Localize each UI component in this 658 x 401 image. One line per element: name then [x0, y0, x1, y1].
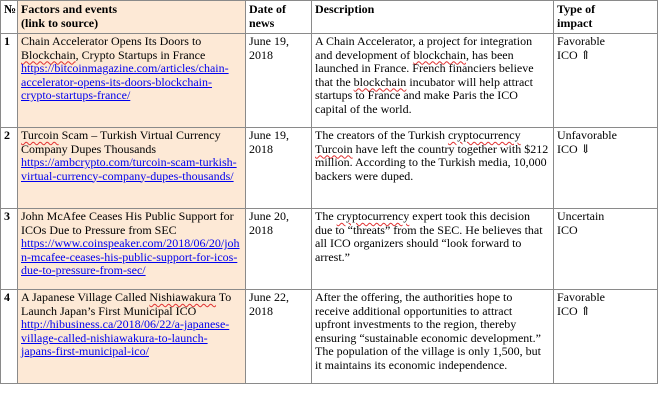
source-link[interactable]: https://bitcoinmagazine.com/articles/chain-accelerator-opens-its-doors-blockchain-crypto-startups-france/ [21, 61, 229, 102]
source-link[interactable]: https://ambcrypto.com/turcoin-scam-turkish-virtual-currency-company-dupes-thousands/ [21, 155, 237, 183]
date-cell: June 19, 2018 [246, 128, 312, 209]
date-cell: June 22, 2018 [246, 290, 312, 384]
factor-title: John McAfee Ceases His Public Support for ICOs Due to Pressure from SEC [21, 209, 234, 237]
row-number: 2 [1, 128, 18, 209]
header-factors: Factors and events (link to source) [18, 1, 246, 34]
source-link[interactable]: http://hibusiness.ca/2018/06/22/a-japanese-village-called-nishiawakura-to-launch-japans-first-municipal-ico/ [21, 317, 230, 358]
factor-title: Chain Accelerator Opens Its Doors to Blockchain, Crypto Startups in France [21, 34, 206, 62]
header-description: Description [312, 1, 554, 34]
impact-cell: Favorable ICO ⇑ [554, 34, 658, 128]
description-cell: The cryptocurrency expert took this decision due to “threats” from the SEC. He believes that all ICO organizers should “look forward to arrest.” [312, 209, 554, 290]
description-cell: After the offering, the authorities hope to receive additional opportunities to attract upfront investments to the region, thereby ensuring “sustainable economic development.” The population of the village is only 1,500, but it maintains its economic independence. [312, 290, 554, 384]
impact-cell: Unfavorable ICO ⇓ [554, 128, 658, 209]
table-row [1, 209, 658, 290]
factor-cell [18, 290, 246, 384]
table-row [1, 128, 658, 209]
impact-cell: Uncertain ICO [554, 209, 658, 290]
header-number: № [1, 1, 18, 34]
description-cell: The creators of the Turkish cryptocurrency Turcoin have left the country together with $212 million. According to the Turkish media, 10,000 backers were duped. [312, 128, 554, 209]
table-header-row [1, 1, 658, 34]
table-row [1, 290, 658, 384]
header-date: Date of news [246, 1, 312, 34]
row-number: 3 [1, 209, 18, 290]
factor-cell [18, 128, 246, 209]
factor-title: A Japanese Village Called Nishiawakura To Launch Japan’s First Municipal ICO [21, 290, 232, 318]
description-cell: A Chain Accelerator, a project for integration and development of blockchain, has been launched in France. French financiers believe that the blockchain incubator will help attract startups to France and make Paris the ICO capital of the world. [312, 34, 554, 128]
row-number: 1 [1, 34, 18, 128]
factor-title: Turcoin Scam – Turkish Virtual Currency Company Dupes Thousands [21, 128, 221, 156]
date-cell: June 19, 2018 [246, 34, 312, 128]
source-link[interactable]: https://www.coinspeaker.com/2018/06/20/john-mcafee-ceases-his-public-support-for-icos-due-to-pressure-from-sec/ [21, 236, 240, 277]
table-row [1, 34, 658, 128]
factor-cell [18, 34, 246, 128]
row-number: 4 [1, 290, 18, 384]
header-impact: Type of impact [554, 1, 658, 34]
impact-cell: Favorable ICO ⇑ [554, 290, 658, 384]
date-cell: June 20, 2018 [246, 209, 312, 290]
factor-cell [18, 209, 246, 290]
